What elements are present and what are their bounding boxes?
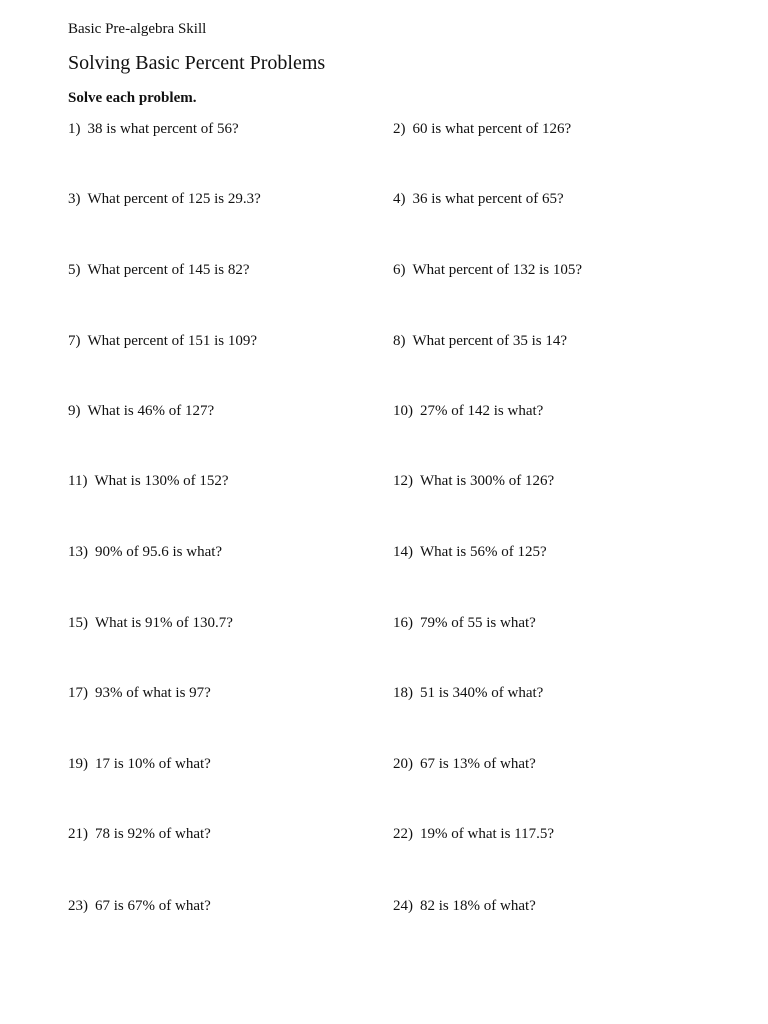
problem-text: What is 300% of 126? <box>420 473 555 489</box>
problem-item <box>393 402 543 420</box>
problem-number: 19) <box>68 756 88 772</box>
problem-item <box>68 543 222 561</box>
problem-number: 24) <box>393 898 413 914</box>
problem-text: What percent of 145 is 82? <box>87 262 250 278</box>
problem-text: 79% of 55 is what? <box>420 615 536 631</box>
problem-item <box>393 120 571 138</box>
problem-text: What percent of 125 is 29.3? <box>87 191 261 207</box>
problem-text: 90% of 95.6 is what? <box>95 544 223 560</box>
problem-item <box>393 755 536 773</box>
problem-text: What is 46% of 127? <box>87 403 215 419</box>
problem-number: 9) <box>68 403 81 419</box>
problem-item <box>393 897 536 915</box>
problem-number: 4) <box>393 191 406 207</box>
problem-item <box>68 332 257 350</box>
problem-text: 17 is 10% of what? <box>95 756 211 772</box>
problem-item <box>68 472 229 490</box>
problem-text: 67 is 67% of what? <box>95 898 211 914</box>
problem-text: 60 is what percent of 126? <box>412 121 572 137</box>
problem-item <box>68 614 233 632</box>
problem-item <box>68 120 239 138</box>
problem-text: What is 91% of 130.7? <box>95 615 233 631</box>
problem-item <box>68 825 211 843</box>
problem-text: 67 is 13% of what? <box>420 756 536 772</box>
problem-text: What percent of 132 is 105? <box>412 262 583 278</box>
problem-text: 51 is 340% of what? <box>420 685 544 701</box>
problem-number: 7) <box>68 333 81 349</box>
problem-text: 38 is what percent of 56? <box>87 121 239 137</box>
subject-heading: Basic Pre-algebra Skill <box>68 21 207 37</box>
problem-number: 8) <box>393 333 406 349</box>
instructions: Solve each problem. <box>68 90 197 106</box>
problem-number: 6) <box>393 262 406 278</box>
problem-item <box>393 684 543 702</box>
problem-number: 10) <box>393 403 413 419</box>
problem-number: 23) <box>68 898 88 914</box>
problem-number: 11) <box>68 473 88 489</box>
problem-item <box>393 332 567 350</box>
problem-item <box>68 261 250 279</box>
problem-number: 1) <box>68 121 81 137</box>
problem-number: 2) <box>393 121 406 137</box>
problem-item <box>68 897 211 915</box>
problem-text: 36 is what percent of 65? <box>412 191 564 207</box>
problem-text: 93% of what is 97? <box>95 685 211 701</box>
problem-number: 5) <box>68 262 81 278</box>
page-title: Solving Basic Percent Problems <box>68 52 326 74</box>
problem-item <box>68 402 214 420</box>
problem-item <box>393 825 554 843</box>
problem-number: 17) <box>68 685 88 701</box>
problem-number: 22) <box>393 826 413 842</box>
problem-text: 78 is 92% of what? <box>95 826 211 842</box>
problem-item <box>68 684 211 702</box>
problem-text: 19% of what is 117.5? <box>420 826 555 842</box>
problem-item <box>393 261 582 279</box>
problem-number: 15) <box>68 615 88 631</box>
problem-number: 12) <box>393 473 413 489</box>
problem-text: 82 is 18% of what? <box>420 898 536 914</box>
problem-item <box>393 190 564 208</box>
problem-item <box>393 614 536 632</box>
problem-item <box>393 543 547 561</box>
problem-number: 14) <box>393 544 413 560</box>
problem-number: 18) <box>393 685 413 701</box>
problem-text: What is 130% of 152? <box>94 473 229 489</box>
problem-item <box>393 472 554 490</box>
problem-number: 16) <box>393 615 413 631</box>
problem-number: 13) <box>68 544 88 560</box>
problem-text: What percent of 35 is 14? <box>412 333 568 349</box>
problem-number: 21) <box>68 826 88 842</box>
problem-text: What percent of 151 is 109? <box>87 333 258 349</box>
problem-text: What is 56% of 125? <box>420 544 547 560</box>
problem-text: 27% of 142 is what? <box>420 403 544 419</box>
problem-number: 3) <box>68 191 81 207</box>
problem-item <box>68 755 211 773</box>
problem-item <box>68 190 261 208</box>
problem-number: 20) <box>393 756 413 772</box>
